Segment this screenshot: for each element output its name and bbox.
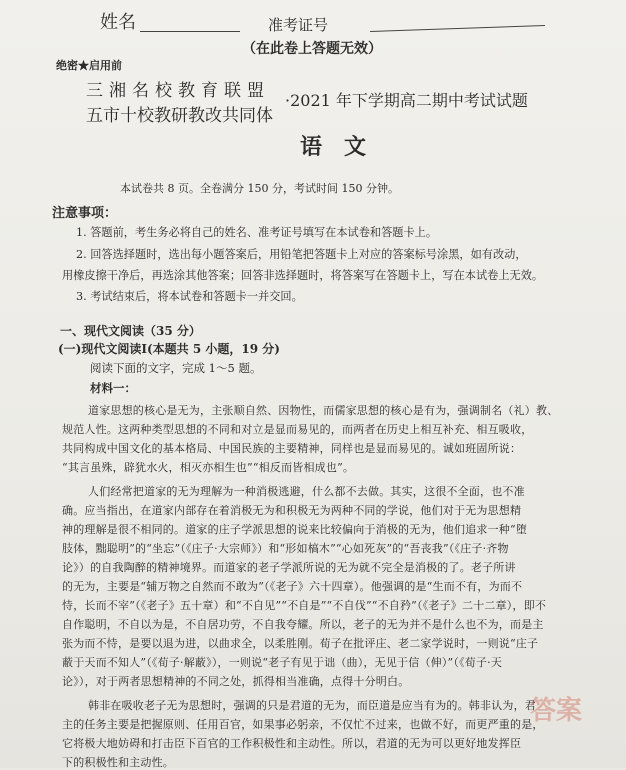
body-line: 它将极大地妨碍和打击臣下百官的工作积极性和主动性。所以，君道的无为可以更好地发挥臣 [62,737,522,750]
body-line: 自作聪明，不自以为是，不自居功劳，不自我夸耀。所以，老子的无为并不是什么也不为，而是主 [62,618,544,631]
ticket-label: 准考证号 [268,16,329,34]
body-line: 恃，长而不宰”（《老子》五十章）和“不自见”“不自是”“不自伐”“不自矜”（《老子》二十二章），即不 [62,599,547,612]
exam-title: ·2021 年下学期高二期中考试试题 [285,91,528,110]
body-line: 肢体，黜聪明”的“坐忘”（《庄子·大宗师》）和“形如槁木”“心如死灰”的“吾丧我”（《庄子·齐物 [62,542,509,555]
body-line: 人们经常把道家的无为理解为一种消极逃避，什么都不去做。其实，这很不全面，也不准 [88,485,525,498]
instruction-text: 阅读下面的文字，完成 1～5 题。 [90,361,262,375]
body-line: 主的任务主要是把握原则、任用百官，如果事必躬亲，不仅忙不过来，也做不好，而更严重的是， [62,718,544,731]
exam-info: 本试卷共 8 页。全卷满分 150 分，考试时间 150 分钟。 [120,182,399,195]
watermark-logo: 答案 [530,696,583,726]
name-label: 姓名 [100,12,136,33]
body-line: 的无为，主要是“辅万物之自然而不敢为”（《老子》六十四章）。他强调的是“生而不有，为而不 [62,580,523,593]
secret-mark: 绝密★启用前 [56,59,122,72]
note-line: 2. 回答选择题时，选出每小题答案后，用铅笔把答题卡上对应的答案标号涂黑，如有改动， [76,248,527,261]
section-heading: 一、现代文阅读（35 分） [60,324,201,338]
body-line: 论》）的自我陶醉的精神境界。而道家的老子学派所说的无为就不完全是消极的了。老子所讲 [62,561,516,574]
body-line: 论》），对于两者思想精神的不同之处，抓得相当准确，点得十分明白。 [62,675,410,688]
body-line: “其言虽殊，辟犹水火，相灭亦相生也”“相反而皆相成也”。 [62,461,355,474]
body-line: 确。应当指出，在道家内部存在着消极无为和积极无为两种不同的学说，他们对于无为思想精 [62,504,522,517]
material-label: 材料一： [90,381,136,395]
organizer-line-2: 五市十校教研教改共同体 [86,106,273,126]
body-line: 规范人性。这两种类型思想的不同和对立是显而易见的，而两者在历史上相互补充、相互吸收， [62,423,533,436]
body-line: 蔽于天而不知人”（《荀子·解蔽》），一则说“老子有见于诎（曲），无见于信（伸）”（《荀子·天 [62,656,503,669]
note-line: 3. 考试结束后，将本试卷和答题卡一并交回。 [76,290,303,303]
body-line: 下的积极性和主动性。 [62,756,174,769]
notes-heading: 注意事项： [52,206,118,221]
organizer-line-1: 三湘名校教育联盟 [86,81,270,101]
body-line: 神的理解是很不相同的。道家的庄子学派思想的说来比较偏向于消极的无为，他们追求一种“堕 [62,523,528,536]
ticket-underline [370,25,545,32]
body-line: 韩非在吸收老子无为思想时，强调的只是君道的无为，而臣道是应当有为的。韩非认为，君 [88,699,536,712]
note-line: 1. 答题前，考生务必将自己的姓名、准考证号填写在本试卷和答题卡上。 [76,226,438,239]
subject-title: 语文 [300,134,389,160]
name-underline [140,31,240,32]
note-line: 用橡皮擦干净后，再选涂其他答案；回答非选择题时，将答案写在答题卡上，写在本试卷上无效。 [62,269,544,282]
body-line: 共同构成中国文化的基本格局、中国民族的主要精神，同样也是显而易见的。诚如班固所说： [62,442,522,455]
body-line: 道家思想的核心是无为，主张顺自然、因物性，而儒家思想的核心是有为，强调制名（礼）教、 [88,404,559,417]
header-note: （在此卷上答题无效） [242,41,382,57]
subsection-heading: (一)现代文阅读Ⅰ(本题共 5 小题，19 分) [58,342,280,356]
body-line: 张为而不恃，是要以退为进，以曲求全，以柔胜刚。荀子在批评庄、老二家学说时，一则说“庄子 [62,637,539,650]
